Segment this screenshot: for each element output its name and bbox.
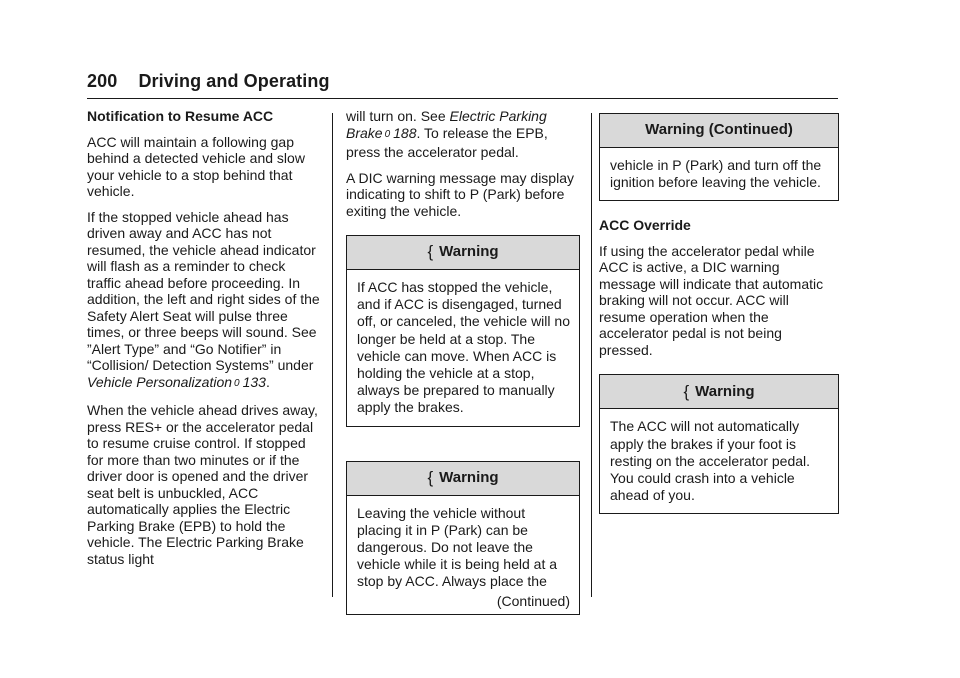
- warning-box: [599, 374, 839, 514]
- header-rule: [87, 98, 838, 99]
- page-number: 200: [87, 71, 118, 91]
- warning-body: Leaving the vehicle without placing it in P (Park) can be dangerous. Do not leave the vehicle while it is being held at a stop by ACC. Always place the (Continued): [357, 504, 570, 609]
- warning-icon: {: [427, 467, 434, 487]
- paragraph: ACC will maintain a following gap behind a detected vehicle and slow your vehicle to a stop behind that vehicle.: [87, 133, 305, 199]
- page-reference-icon: 0: [234, 377, 240, 389]
- warning-title: Warning: [439, 243, 499, 261]
- warning-box: [346, 235, 580, 427]
- warning-body: If ACC has stopped the vehicle, and if ACC is disengaged, turned off, or canceled, the vehicle will no longer be held at a stop. The vehicle can move. When ACC is holding the vehicle at a stop, always be prepared to manually apply the brakes.: [357, 279, 570, 416]
- paragraph: will turn on. See Electric Parking Brake 0 188. To release the EPB, press the accelerator pedal.: [346, 108, 548, 160]
- section-title: Driving and Operating: [138, 71, 330, 91]
- warning-icon: {: [683, 381, 690, 401]
- warning-body: vehicle in P (Park) and turn off the ignition before leaving the vehicle.: [610, 157, 822, 191]
- section-heading-resume-acc: Notification to Resume ACC: [87, 108, 274, 124]
- warning-header: [600, 114, 838, 148]
- paragraph: If using the accelerator pedal while ACC is active, a DIC warning message will indicate that automatic braking will not occur. ACC will resume operation when the accelerator pedal is not being pressed.: [599, 242, 824, 358]
- page-header: [87, 71, 330, 92]
- warning-box-continued: [599, 113, 839, 201]
- column-divider-right: [591, 113, 592, 597]
- paragraph: When the vehicle ahead drives away, press RES+ or the accelerator pedal to resume cruise control. If stopped for more than two minutes or if the driver door is opened and the driver seat belt is unbuckled, ACC automatically applies the Electric Parking Brake (EPB) to hold the vehicle. The Electric Parking Brake status light: [87, 402, 318, 567]
- section-heading-acc-override: ACC Override: [599, 217, 691, 234]
- cross-reference-link[interactable]: Vehicle Personalization 0 133: [87, 373, 266, 390]
- cross-reference-link[interactable]: Electric Parking Brake 0 188: [346, 108, 547, 141]
- warning-body: The ACC will not automatically apply the brakes if your foot is resting on the accelerator pedal. You could crash into a vehicle ahead of you.: [610, 418, 811, 504]
- column-divider-left: [332, 113, 333, 597]
- warning-title: Warning (Continued): [645, 121, 793, 139]
- warning-box: [346, 461, 580, 615]
- column-1: [87, 108, 322, 576]
- paragraph: A DIC warning message may display indicating to shift to P (Park) before exiting the vehicle.: [346, 169, 574, 219]
- page-reference-icon: 0: [384, 128, 391, 140]
- continued-label: (Continued): [496, 592, 570, 609]
- column-2: [346, 108, 580, 631]
- warning-header: [347, 462, 579, 496]
- warning-title: Warning: [695, 382, 755, 400]
- paragraph: If the stopped vehicle ahead has driven away and ACC has not resumed, the vehicle ahead indicator will flash as a reminder to check traffic ahead before proceeding. In addition, the left and right sides of the Safety Alert Seat will pulse three times, or three beeps will sound. See ”Alert Type” and “Go Notifier” in “Collision/ Detection Systems” under Vehicle Personalization 0 133.: [87, 208, 320, 390]
- column-3: [599, 113, 839, 530]
- warning-title: Warning: [439, 468, 499, 486]
- warning-header: [347, 236, 579, 270]
- warning-icon: {: [427, 242, 434, 262]
- warning-header: [600, 375, 838, 409]
